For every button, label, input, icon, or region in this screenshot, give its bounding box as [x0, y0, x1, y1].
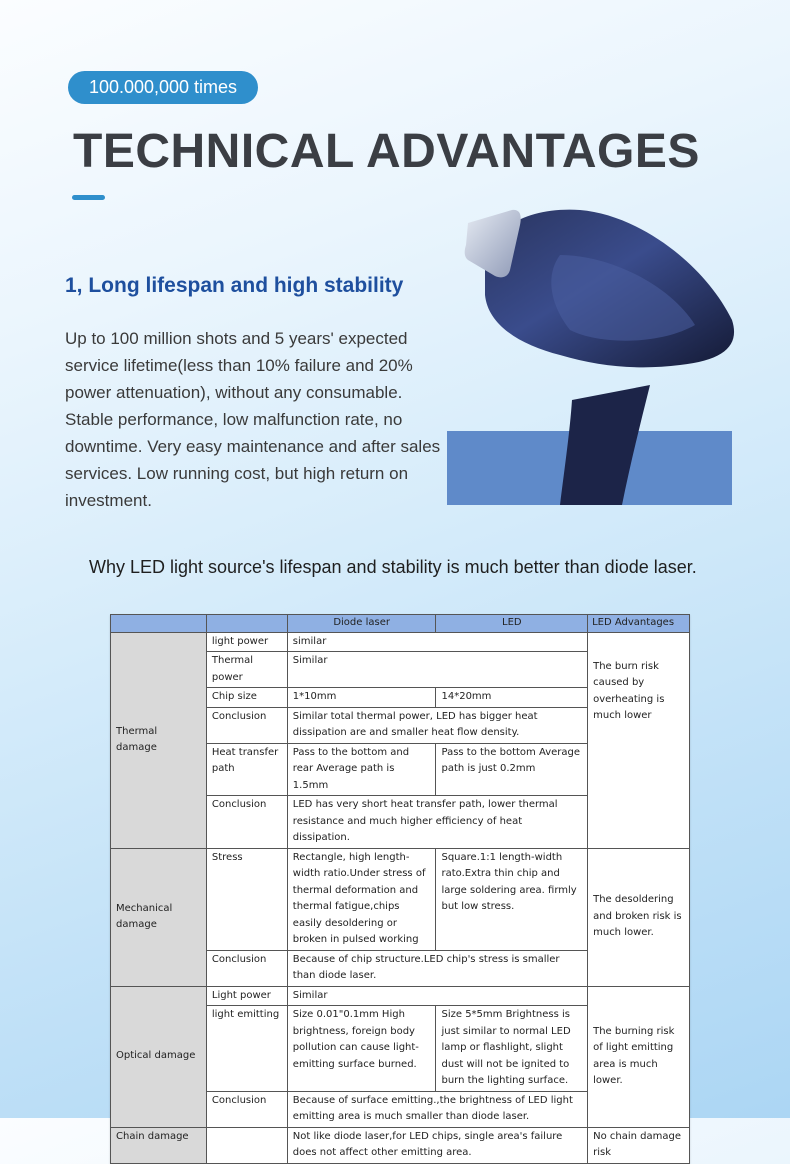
section-description: Up to 100 million shots and 5 years' expected service lifetime(less than 10% failure and 20% power attenuation), without any consumable. Stable performance, low malfunction rate, no downtime. Very easy maintenance and after sales services. Low running cost, but high return on investment.	[65, 329, 441, 510]
row-label: light emitting	[206, 1006, 287, 1092]
shared-value: Similar	[287, 986, 587, 1006]
row-label: Conclusion	[206, 950, 287, 986]
shared-value: Because of chip structure.LED chip's stress is smaller than diode laser.	[287, 950, 587, 986]
advantage-optical: The burning risk of light emitting area is much lower.	[588, 986, 690, 1127]
row-label: Thermal power	[206, 652, 287, 688]
table-row	[111, 632, 690, 652]
shared-value: Because of surface emitting.,the brightness of LED light emitting area is much smaller than diode laser.	[287, 1091, 587, 1127]
row-label: Conclusion	[206, 796, 287, 849]
comparison-table	[110, 614, 690, 1164]
shared-value: similar	[287, 632, 587, 652]
lifespan-badge: 100.000,000 times	[68, 71, 258, 104]
header-led: LED	[436, 615, 588, 633]
product-image-laser-handpiece	[440, 195, 740, 515]
comparison-intro-text: Why LED light source's lifespan and stability is much better than diode laser.	[89, 557, 697, 577]
row-label: Chip size	[206, 688, 287, 708]
advantage-chain: No chain damage risk	[588, 1127, 690, 1163]
handpiece-illustration	[440, 195, 740, 515]
diode-value: 1*10mm	[287, 688, 436, 708]
table-header-row	[111, 615, 690, 633]
led-value: Pass to the bottom Average path is just 0.2mm	[436, 743, 588, 796]
row-label: light power	[206, 632, 287, 652]
led-value: Size 5*5mm Brightness is just similar to normal LED lamp or flashlight, slight dust will not be ignited to burn the lighting surface.	[436, 1006, 588, 1092]
table-row	[111, 1127, 690, 1163]
header-category	[111, 615, 207, 633]
shared-value: Similar	[287, 652, 587, 688]
row-label: Conclusion	[206, 707, 287, 743]
diode-value: Pass to the bottom and rear Average path is 1.5mm	[287, 743, 436, 796]
table-row	[111, 848, 690, 950]
row-label: Light power	[206, 986, 287, 1006]
row-label	[206, 1127, 287, 1163]
category-mechanical-damage: Mechanical damage	[111, 848, 207, 986]
category-thermal-damage: Thermal damage	[111, 632, 207, 848]
diode-value: Rectangle, high length-width ratio.Under stress of thermal deformation and thermal fatigue,chips easily desoldering or broken in pulsed working	[287, 848, 436, 950]
led-value: 14*20mm	[436, 688, 588, 708]
header-aspect	[206, 615, 287, 633]
header-diode-laser: Diode laser	[287, 615, 436, 633]
category-optical-damage: Optical damage	[111, 986, 207, 1127]
led-value: Square.1:1 length-width rato.Extra thin chip and large soldering area. firmly but low stress.	[436, 848, 588, 950]
shared-value: LED has very short heat transfer path, lower thermal resistance and much higher efficiency of heat dissipation.	[287, 796, 587, 849]
row-label: Conclusion	[206, 1091, 287, 1127]
title-underline-accent	[72, 195, 105, 200]
advantage-mechanical: The desoldering and broken risk is much lower.	[588, 848, 690, 986]
advantage-thermal: The burn risk caused by overheating is much lower	[588, 632, 690, 848]
shared-value: Not like diode laser,for LED chips, single area's failure does not affect other emitting area.	[287, 1127, 587, 1163]
header-led-advantages: LED Advantages	[588, 615, 690, 633]
row-label: Heat transfer path	[206, 743, 287, 796]
category-chain-damage: Chain damage	[111, 1127, 207, 1163]
section-title: 1, Long lifespan and high stability	[65, 274, 404, 297]
diode-value: Size 0.01"0.1mm High brightness, foreign body pollution can cause light-emitting surface burned.	[287, 1006, 436, 1092]
shared-value: Similar total thermal power, LED has bigger heat dissipation are and smaller heat flow density.	[287, 707, 587, 743]
page-title: TECHNICAL ADVANTAGES	[73, 125, 700, 178]
row-label: Stress	[206, 848, 287, 950]
table-row	[111, 986, 690, 1006]
